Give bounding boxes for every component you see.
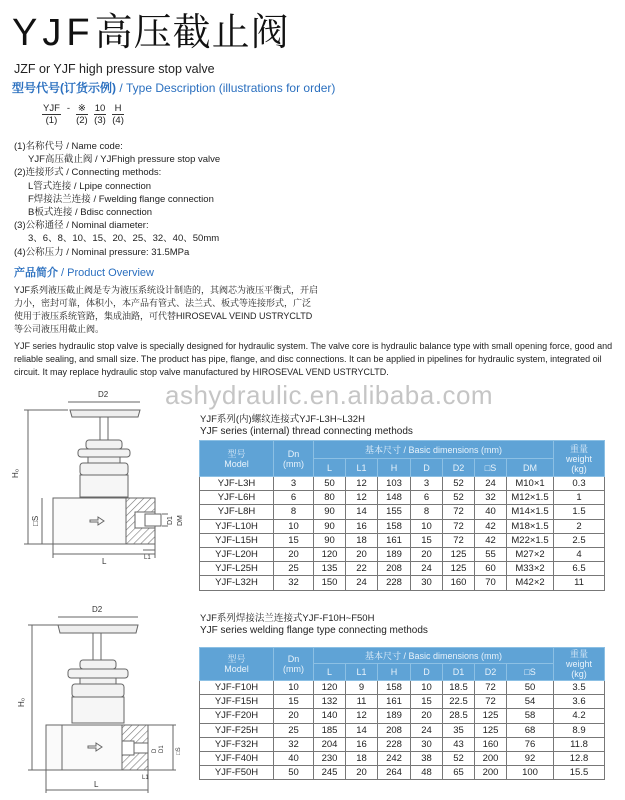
cell: 48: [411, 766, 443, 780]
type-desc-en: / Type Description (illustrations for order): [116, 81, 336, 95]
cell: 40: [274, 751, 314, 765]
legend-line: (4)公称压力 / Nominal pressure: 31.5MPa: [14, 246, 190, 258]
subtitle: JZF or YJF high pressure stop valve: [14, 62, 215, 76]
cell: 55: [475, 547, 507, 561]
cell: M18×1.5: [507, 519, 554, 533]
cell: 30: [411, 576, 443, 590]
cell-model: YJF-F50H: [200, 766, 274, 780]
col-basic-dimensions: 基本尺寸 / Basic dimensions (mm): [314, 648, 554, 664]
legend-line: (2)连接形式 / Connecting methods:: [14, 167, 162, 179]
table-row: [200, 766, 605, 780]
table-row: [200, 737, 605, 751]
type-desc-cn: 型号代号(订货示例): [12, 81, 116, 95]
dim-d1-label: D1: [167, 516, 174, 525]
col-s: □S: [475, 459, 507, 477]
cell: 50: [314, 477, 346, 491]
cell: 12: [346, 709, 378, 723]
cell: M22×1.5: [507, 533, 554, 547]
cell: 161: [378, 695, 411, 709]
table-row: [200, 681, 605, 695]
cell: 208: [378, 723, 411, 737]
cell: M33×2: [507, 562, 554, 576]
cell: 8: [411, 505, 443, 519]
cell: 2.5: [554, 533, 605, 547]
cell: 20: [411, 709, 443, 723]
cell: 132: [314, 695, 346, 709]
cell-model: YJF-L8H: [200, 505, 274, 519]
cell: 92: [507, 751, 554, 765]
cell-model: YJF-F15H: [200, 695, 274, 709]
cell: 50: [274, 766, 314, 780]
cell: 10: [274, 519, 314, 533]
header-text: (mm): [283, 458, 304, 469]
cell: 15: [411, 533, 443, 547]
header-text: 型号: [227, 448, 246, 459]
table2-title: [200, 613, 428, 637]
col-l1: L1: [346, 664, 378, 681]
code-part-index: (3): [94, 115, 106, 126]
col-weight: [554, 441, 605, 477]
cell: 20: [346, 547, 378, 561]
header-text: Model: [224, 458, 249, 469]
cell: M12×1.5: [507, 491, 554, 505]
cell: 18: [346, 533, 378, 547]
overview-paragraph-en: YJF series hydraulic stop valve is specially designed for hydraulic system. The valve core is hydraulic balance type with small opening force, good and reliable sealing, and small size. The product has pipe, flange, and disc connections. It can be applied in pipelines for hydraulic system, integrated oil circuit. It may replace hydraulic stop valve manufactured by HIROSEVAL VEND USTRYCLTD.: [14, 341, 613, 377]
cell: 20: [274, 709, 314, 723]
cell: 230: [314, 751, 346, 765]
col-model: [200, 648, 274, 681]
table-row: [200, 547, 605, 561]
legend-line: (1)名称代号 / Name code:: [14, 141, 123, 152]
cell-model: YJF-L20H: [200, 547, 274, 561]
cell: 6: [274, 491, 314, 505]
cell: 158: [378, 519, 411, 533]
code-part-value: 10: [94, 103, 106, 114]
cell: 125: [475, 709, 507, 723]
cell: 32: [475, 491, 507, 505]
header-text: 型号: [227, 654, 246, 664]
cell: 43: [443, 737, 475, 751]
cell: 65: [443, 766, 475, 780]
cell: M10×1: [507, 477, 554, 491]
cell: 20: [274, 547, 314, 561]
cell: 10: [411, 681, 443, 695]
col-l: L: [314, 459, 346, 477]
cell: 24: [475, 477, 507, 491]
cell: 2: [554, 519, 605, 533]
code-part-value: H: [112, 103, 124, 115]
cell-model: YJF-L10H: [200, 519, 274, 533]
cell: 32: [274, 737, 314, 751]
cell-model: YJF-F25H: [200, 723, 274, 737]
cell: 40: [475, 505, 507, 519]
header-text: 重量: [569, 443, 588, 454]
cell: 25: [274, 562, 314, 576]
table-row: [200, 491, 605, 505]
cell: 4.2: [554, 709, 605, 723]
cell: 125: [443, 547, 475, 561]
cell: 42: [475, 519, 507, 533]
overview-head-cn: 产品简介: [14, 267, 58, 279]
cell: 125: [443, 562, 475, 576]
cell: 90: [314, 519, 346, 533]
cell: 24: [411, 723, 443, 737]
code-part-1: [42, 103, 61, 126]
cell-model: YJF-F32H: [200, 737, 274, 751]
cell-model: YJF-L6H: [200, 491, 274, 505]
dim-l1-label: L1: [144, 555, 151, 561]
cell: 135: [314, 562, 346, 576]
table-row: [200, 576, 605, 590]
cell: 8.9: [554, 723, 605, 737]
table2-title-en: YJF series welding flange type connecting methods: [200, 625, 428, 636]
col-dn: [274, 441, 314, 477]
cell: 12: [346, 491, 378, 505]
cell: 68: [507, 723, 554, 737]
cell: 24: [411, 562, 443, 576]
dim-h-label: H₀: [11, 468, 20, 478]
thread-connection-spec-table: [199, 440, 605, 591]
cell: 90: [314, 533, 346, 547]
cell: 10: [411, 519, 443, 533]
table1-title: [200, 414, 413, 438]
cell: 189: [378, 547, 411, 561]
cell-model: YJF-F10H: [200, 681, 274, 695]
dim-d2-label: D2: [98, 390, 109, 399]
cell: 120: [314, 681, 346, 695]
cell: 35: [443, 723, 475, 737]
cell: 100: [507, 766, 554, 780]
cell: 60: [475, 562, 507, 576]
col-model: [200, 441, 274, 477]
cell: 50: [507, 681, 554, 695]
code-part-index: (4): [112, 115, 124, 126]
type-code-example: [42, 103, 124, 126]
cell-model: YJF-L25H: [200, 562, 274, 576]
dim-h-label: H₀: [17, 697, 26, 707]
col-d2: D2: [475, 664, 507, 681]
dim-l-label: L: [102, 557, 107, 566]
header-text: weight: [565, 453, 592, 464]
cell: 24: [346, 576, 378, 590]
title-model: YJF: [12, 12, 95, 54]
cell-model: YJF-L15H: [200, 533, 274, 547]
overview-paragraph-cn: YJF系列液压截止阀是专为液压系统设计制造的，其阀芯为液压平衡式，开启力小，密封可靠，体积小，本产品有管式、法兰式、板式等连接形式，广泛使用于液压系统管路，集成油路，可代替HIROSEVAL VEIND USTRYCLTD等公司液压用截止阀。: [14, 285, 319, 334]
cell: 10: [274, 681, 314, 695]
cell: 160: [475, 737, 507, 751]
cell: 52: [443, 477, 475, 491]
cell: 8: [274, 505, 314, 519]
product-overview-heading: [14, 264, 154, 280]
cell: 72: [475, 695, 507, 709]
code-part-4: [112, 103, 124, 126]
header-text: 重量: [569, 649, 588, 659]
cell: 12: [346, 477, 378, 491]
page-title: [12, 12, 290, 53]
dim-dm-label: DM: [177, 515, 184, 526]
cell: 245: [314, 766, 346, 780]
cell: 264: [378, 766, 411, 780]
dim-l1-label: L1: [142, 775, 149, 781]
cell: 103: [378, 477, 411, 491]
cell: 72: [443, 519, 475, 533]
cell: 72: [443, 533, 475, 547]
table1-title-cn: YJF系列(内)螺纹连接式YJF-L3H~L32H: [200, 414, 365, 425]
code-part-index: (2): [76, 115, 88, 126]
cell: 28.5: [443, 709, 475, 723]
col-basic-dimensions: 基本尺寸 / Basic dimensions (mm): [314, 441, 554, 459]
header-text: weight: [565, 659, 592, 669]
cell: 140: [314, 709, 346, 723]
cell: 90: [314, 505, 346, 519]
type-description-heading: [12, 79, 335, 96]
cell: 15: [274, 533, 314, 547]
header-text: (kg): [571, 669, 587, 679]
col-d: D: [411, 664, 443, 681]
cell: 1: [554, 491, 605, 505]
cell: 200: [475, 766, 507, 780]
col-d: D: [411, 459, 443, 477]
header-text: (kg): [571, 463, 587, 474]
cell: 158: [378, 681, 411, 695]
col-dm: DM: [507, 459, 554, 477]
cell-model: YJF-L32H: [200, 576, 274, 590]
col-dn: [274, 648, 314, 681]
code-part-value: ※: [77, 103, 86, 114]
cell: 148: [378, 491, 411, 505]
cell: 58: [507, 709, 554, 723]
cell: 18: [346, 751, 378, 765]
cell: M14×1.5: [507, 505, 554, 519]
cell: 15: [274, 695, 314, 709]
cell: 32: [274, 576, 314, 590]
col-l: L: [314, 664, 346, 681]
cell: 11: [554, 576, 605, 590]
header-text: Dn: [287, 654, 300, 664]
col-d1: D1: [443, 664, 475, 681]
cell: 242: [378, 751, 411, 765]
cell: 189: [378, 709, 411, 723]
cell: 72: [443, 505, 475, 519]
cell-model: YJF-F40H: [200, 751, 274, 765]
table-row: [200, 519, 605, 533]
cell: 52: [443, 491, 475, 505]
cell: 3: [411, 477, 443, 491]
cell: 52: [443, 751, 475, 765]
watermark: ashydraulic.en.alibaba.com: [165, 380, 494, 410]
cell: M27×2: [507, 547, 554, 561]
cell: 125: [475, 723, 507, 737]
header-text: Dn: [287, 448, 300, 459]
cell: 14: [346, 723, 378, 737]
cell: 14: [346, 505, 378, 519]
cell: 1.5: [554, 505, 605, 519]
valve-drawing-flange: [0, 595, 200, 800]
code-separator: -: [66, 103, 71, 114]
cell: 16: [346, 519, 378, 533]
cell: 70: [475, 576, 507, 590]
cell: 25: [274, 723, 314, 737]
col-s: □S: [507, 664, 554, 681]
legend-line: 3、6、8、10、15、20、25、32、40、50mm: [28, 233, 220, 245]
cell: 0.3: [554, 477, 605, 491]
code-part-2: [76, 103, 88, 126]
welding-flange-spec-table: [199, 647, 605, 780]
dim-s-label: □S: [31, 515, 40, 526]
cell: 155: [378, 505, 411, 519]
cell-model: YJF-F20H: [200, 709, 274, 723]
cell: 3: [274, 477, 314, 491]
table-row: [200, 709, 605, 723]
code-part-index: (1): [45, 115, 58, 126]
cell: 76: [507, 737, 554, 751]
cell: 20: [411, 547, 443, 561]
cell: 38: [411, 751, 443, 765]
cell: 80: [314, 491, 346, 505]
cell: 18.5: [443, 681, 475, 695]
cell: 11: [346, 695, 378, 709]
title-cn: 高压截止阀: [94, 10, 290, 54]
cell: 54: [507, 695, 554, 709]
cell: 9: [346, 681, 378, 695]
cell: 204: [314, 737, 346, 751]
code-part-3: [94, 103, 107, 126]
table2-title-cn: YJF系列焊接法兰连接式YJF-F10H~F50H: [200, 613, 375, 624]
col-h: H: [378, 459, 411, 477]
dim-s-label: □S: [176, 747, 182, 755]
cell-model: YJF-L3H: [200, 477, 274, 491]
cell: 72: [475, 681, 507, 695]
cell: 16: [346, 737, 378, 751]
code-legend: [14, 140, 220, 259]
cell: 4: [554, 547, 605, 561]
legend-line: B板式连接 / Bdisc connection: [28, 207, 153, 219]
overview-head-en: / Product Overview: [58, 267, 154, 279]
cell: 15: [411, 695, 443, 709]
cell: 185: [314, 723, 346, 737]
col-l1: L1: [346, 459, 378, 477]
code-part-value: YJF: [43, 103, 60, 114]
cell: 228: [378, 737, 411, 751]
header-text: Model: [224, 664, 249, 674]
cell: 3.5: [554, 681, 605, 695]
valve-drawing-thread: [0, 380, 200, 600]
col-d2: D2: [443, 459, 475, 477]
cell: 150: [314, 576, 346, 590]
cell: 30: [411, 737, 443, 751]
cell: 228: [378, 576, 411, 590]
cell: 120: [314, 547, 346, 561]
cell: 22: [346, 562, 378, 576]
cell: 12.8: [554, 751, 605, 765]
legend-line: YJF高压截止阀 / YJFhigh pressure stop valve: [28, 154, 221, 166]
table-row: [200, 505, 605, 519]
table-row: [200, 562, 605, 576]
cell: 208: [378, 562, 411, 576]
cell: 42: [475, 533, 507, 547]
table-row: [200, 533, 605, 547]
table-row: [200, 723, 605, 737]
legend-line: F焊接法兰连接 / Fwelding flange connection: [28, 193, 214, 205]
legend-line: L管式连接 / Lpipe connection: [28, 180, 152, 192]
cell: 6.5: [554, 562, 605, 576]
dim-d2-label: D2: [92, 605, 103, 614]
cell: 200: [475, 751, 507, 765]
dim-l-label: L: [94, 780, 99, 789]
col-h: H: [378, 664, 411, 681]
cell: 6: [411, 491, 443, 505]
cell: 20: [346, 766, 378, 780]
col-weight: [554, 648, 605, 681]
table1-title-en: YJF series (internal) thread connecting methods: [200, 426, 413, 437]
header-text: (mm): [283, 664, 304, 674]
cell: 11.8: [554, 737, 605, 751]
cell: M42×2: [507, 576, 554, 590]
cell: 161: [378, 533, 411, 547]
cell: 3.6: [554, 695, 605, 709]
table-row: [200, 477, 605, 491]
cell: 15.5: [554, 766, 605, 780]
dim-d1-label: D1: [159, 745, 165, 753]
table-row: [200, 751, 605, 765]
table-row: [200, 695, 605, 709]
legend-line: (3)公称通径 / Nominal diameter:: [14, 220, 149, 232]
dim-d-label: D: [152, 748, 158, 753]
cell: 22.5: [443, 695, 475, 709]
cell: 160: [443, 576, 475, 590]
